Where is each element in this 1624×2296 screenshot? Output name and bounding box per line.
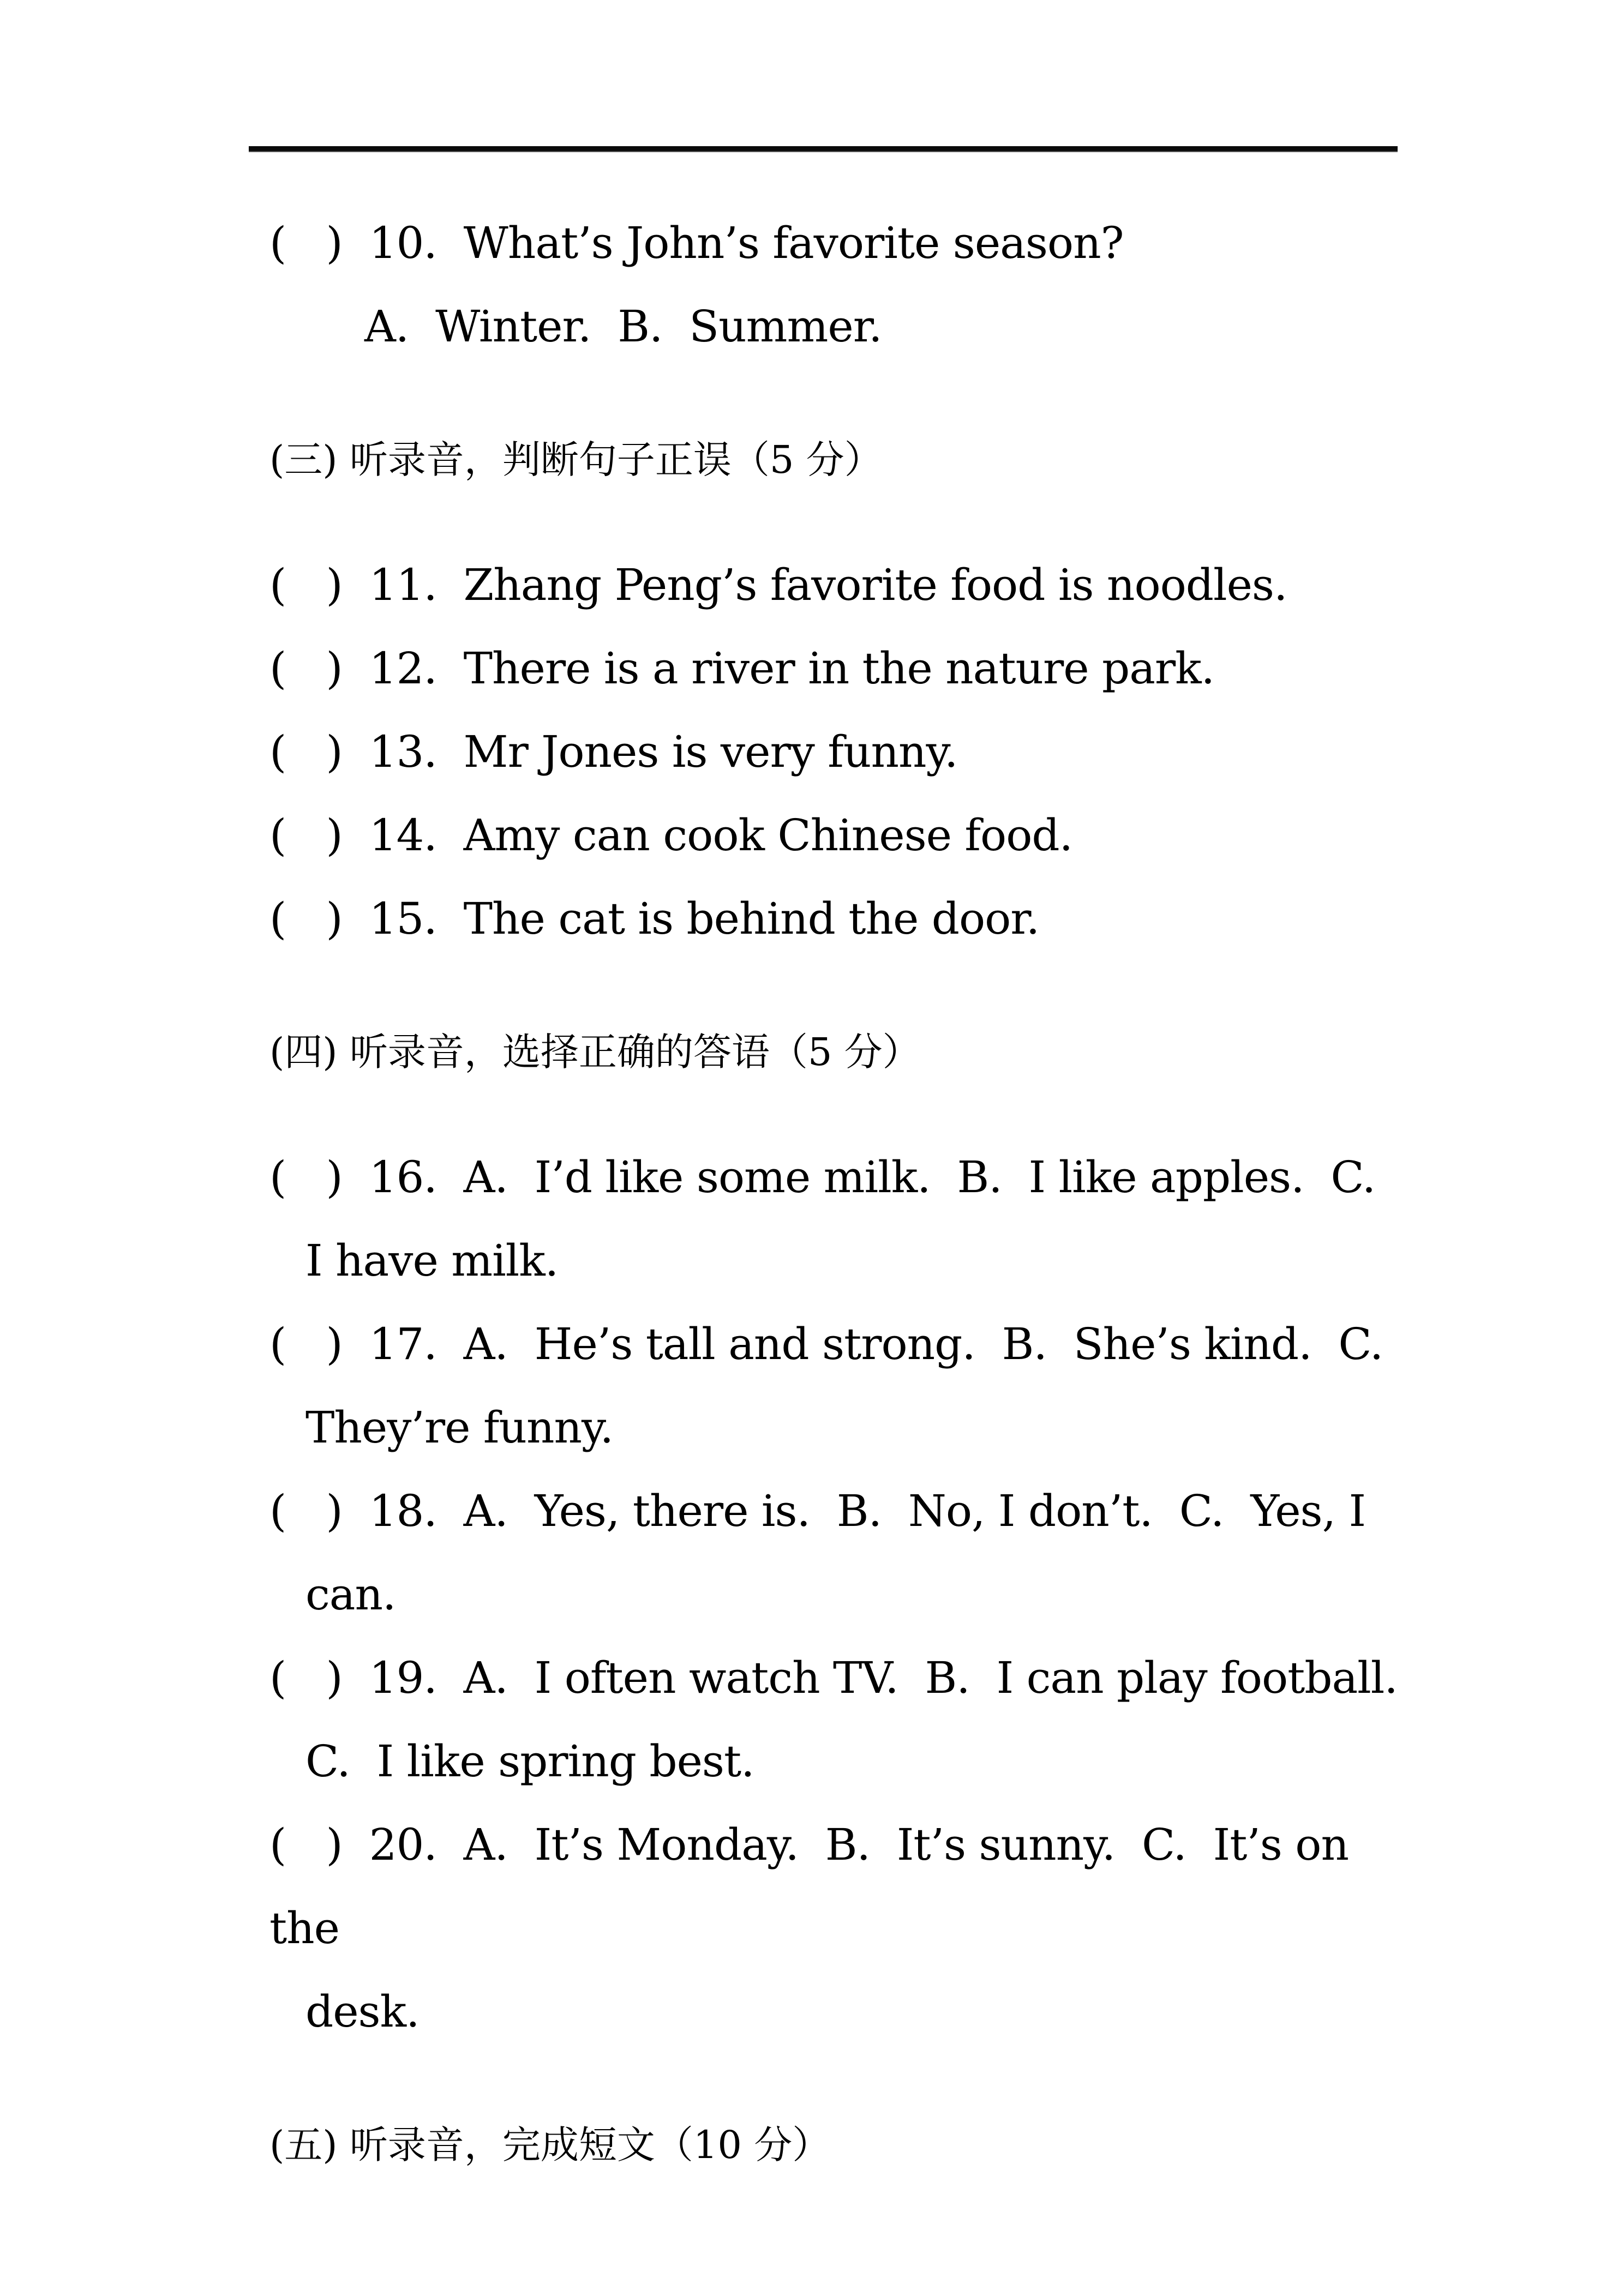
listening-item-11: ( ) 11. Zhang Peng’s favorite food is noodles. <box>269 560 1287 610</box>
question-10-options: A. Winter. B. Summer. <box>364 301 882 352</box>
section-5-heading: (五) 听录音，完成短文（10 分） <box>269 2123 831 2167</box>
listening-item-20-line-2: desk. <box>305 1986 420 2037</box>
question-10-prompt: ( ) 10. What’s John’s favorite season? <box>269 218 1124 268</box>
header-divider-rule <box>249 146 1398 152</box>
listening-item-16-line-1: ( ) 16. A. I’d like some milk. B. I like apples. C. <box>269 1152 1376 1203</box>
listening-item-17-line-2: They’re funny. <box>305 1402 614 1453</box>
listening-item-16-line-2: I have milk. <box>305 1235 559 1286</box>
listening-item-19-line-2: C. I like spring best. <box>305 1736 754 1787</box>
listening-item-19-line-1: ( ) 19. A. I often watch TV. B. I can play football. <box>269 1652 1398 1703</box>
listening-item-17-line-1: ( ) 17. A. He’s tall and strong. B. She’s kind. C. <box>269 1319 1383 1369</box>
listening-item-12: ( ) 12. There is a river in the nature park. <box>269 643 1215 694</box>
listening-item-18 <box>249 1469 1398 1636</box>
listening-item-20-line-1: ( ) 20. A. It’s Monday. B. It’s sunny. C. It’s on the <box>269 1819 1362 1954</box>
listening-item-20 <box>249 1803 1398 2053</box>
listening-item-15: ( ) 15. The cat is behind the door. <box>269 893 1040 944</box>
question-10-block <box>249 201 1398 368</box>
section-3-heading: (三) 听录音，判断句子正误（5 分） <box>269 437 883 482</box>
section-4-heading: (四) 听录音，选择正确的答语（5 分） <box>269 1030 921 1074</box>
listening-item-18-line-2: can. <box>305 1569 396 1620</box>
listening-item-16 <box>249 1135 1398 1302</box>
listening-item-19 <box>249 1636 1398 1803</box>
listening-item-17 <box>249 1302 1398 1469</box>
listening-item-18-line-1: ( ) 18. A. Yes, there is. B. No, I don’t. C. Yes, I <box>269 1486 1366 1536</box>
listening-item-14: ( ) 14. Amy can cook Chinese food. <box>269 810 1072 861</box>
listening-item-13: ( ) 13. Mr Jones is very funny. <box>269 726 958 777</box>
